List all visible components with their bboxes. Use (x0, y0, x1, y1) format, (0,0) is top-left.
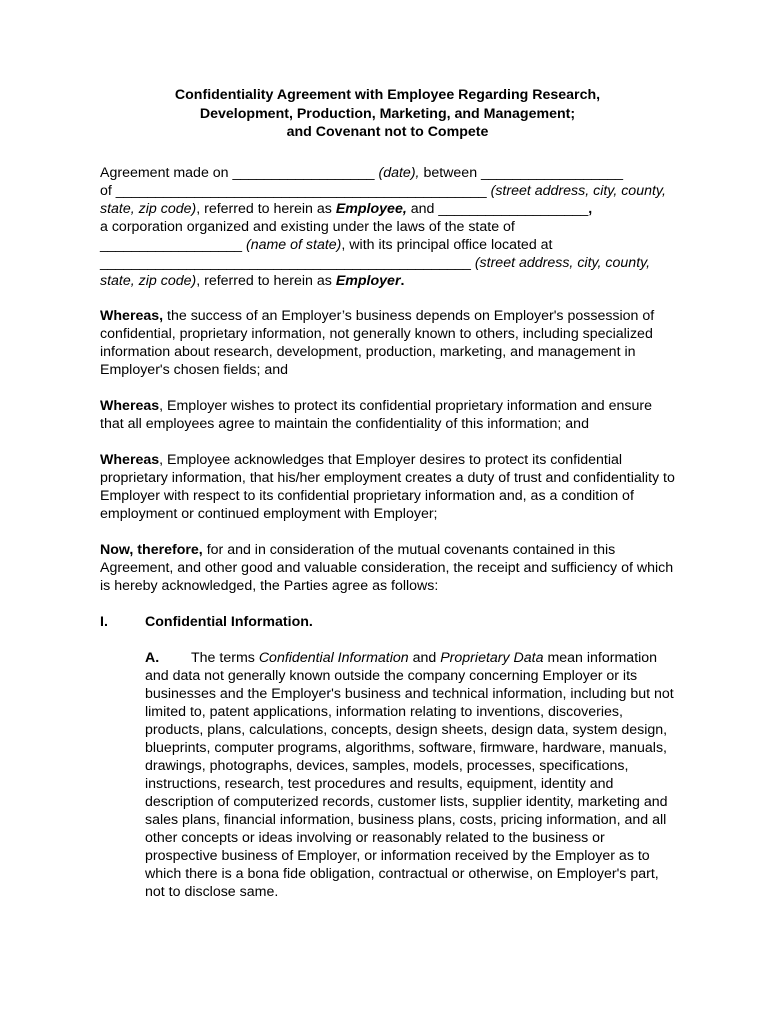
state-blank[interactable]: __________________ (100, 236, 243, 253)
subsection-a: A. The terms Confidential Information and Proprietary Data mean information and data not generally known outside the company concerning Employer or its businesses and the Employer's business and technical information, including but not limited to, patent applications, information relating to inventions, discoveries, products, plans, calculations, concepts, design sheets, design data, system design, blueprints, computer programs, algorithms, software, firmware, hardware, manuals, drawings, photographs, devices, samples, models, processes, specifications, instructions, research, test procedures and results, equipment, identity and description of computerized records, customer lists, supplier identity, marketing and sales plans, financial information, business plans, costs, pricing information, and all other concepts or ideas involving or reasonably related to the business or prospective business of Employer, or information received by the Employer as to which there is a bona fide obligation, contractual or otherwise, on Employer's part, not to disclose same. (145, 649, 674, 900)
document-title (100, 86, 675, 142)
intro-paragraph: Agreement made on __________________ (date), between __________________ of _______________________________________________ (street address, city, county, state, zip code), referred to herein as Employee, and ___________________, a corporation organized and existing under the laws of the state of __________________ (name of state), with its principal office located at _______________________________________________ (street address, city, county, state, zip code), referred to herein as Employer. (100, 164, 666, 289)
employer-address-blank[interactable]: _______________________________________________ (100, 254, 471, 271)
document-page (100, 86, 675, 919)
employee-name-blank[interactable]: __________________ (481, 164, 624, 181)
section-title: Confidential Information. (145, 613, 313, 630)
section-heading (100, 613, 675, 631)
whereas-paragraph-1: Whereas, the success of an Employer’s business depends on Employer's possession of confidential, proprietary information, not generally known to others, including specialized information about research, development, production, marketing, and management in Employer's chosen fields; and (100, 307, 655, 378)
employee-address-blank[interactable]: _______________________________________________ (115, 182, 487, 199)
whereas-paragraph-2: Whereas, Employer wishes to protect its confidential proprietary information and ensure that all employees agree to maintain the confidentiality of this information; and (100, 397, 653, 432)
employer-name-blank[interactable]: ___________________ (438, 200, 589, 217)
subsection-letter: A. (145, 649, 160, 666)
whereas-paragraph-3: Whereas, Employee acknowledges that Employer desires to protect its confidential proprietary information, that his/her employment creates a duty of trust and confidentiality to Employer with respect to its confidential proprietary information and, as a condition of employment or continued employment with Employer; (100, 451, 675, 522)
now-therefore-paragraph: Now, therefore, for and in consideration of the mutual covenants contained in this Agreement, and other good and valuable consideration, the receipt and sufficiency of which is hereby acknowledged, the Parties agree as follows: (100, 541, 674, 594)
title-line-1: Confidentiality Agreement with Employee Regarding Research, (174, 87, 601, 103)
title-line-2: Development, Production, Marketing, and Management; (199, 105, 576, 122)
date-blank[interactable]: __________________ (232, 164, 375, 181)
section-number: I. (100, 613, 108, 630)
title-line-3: and Covenant not to Compete (286, 124, 489, 140)
